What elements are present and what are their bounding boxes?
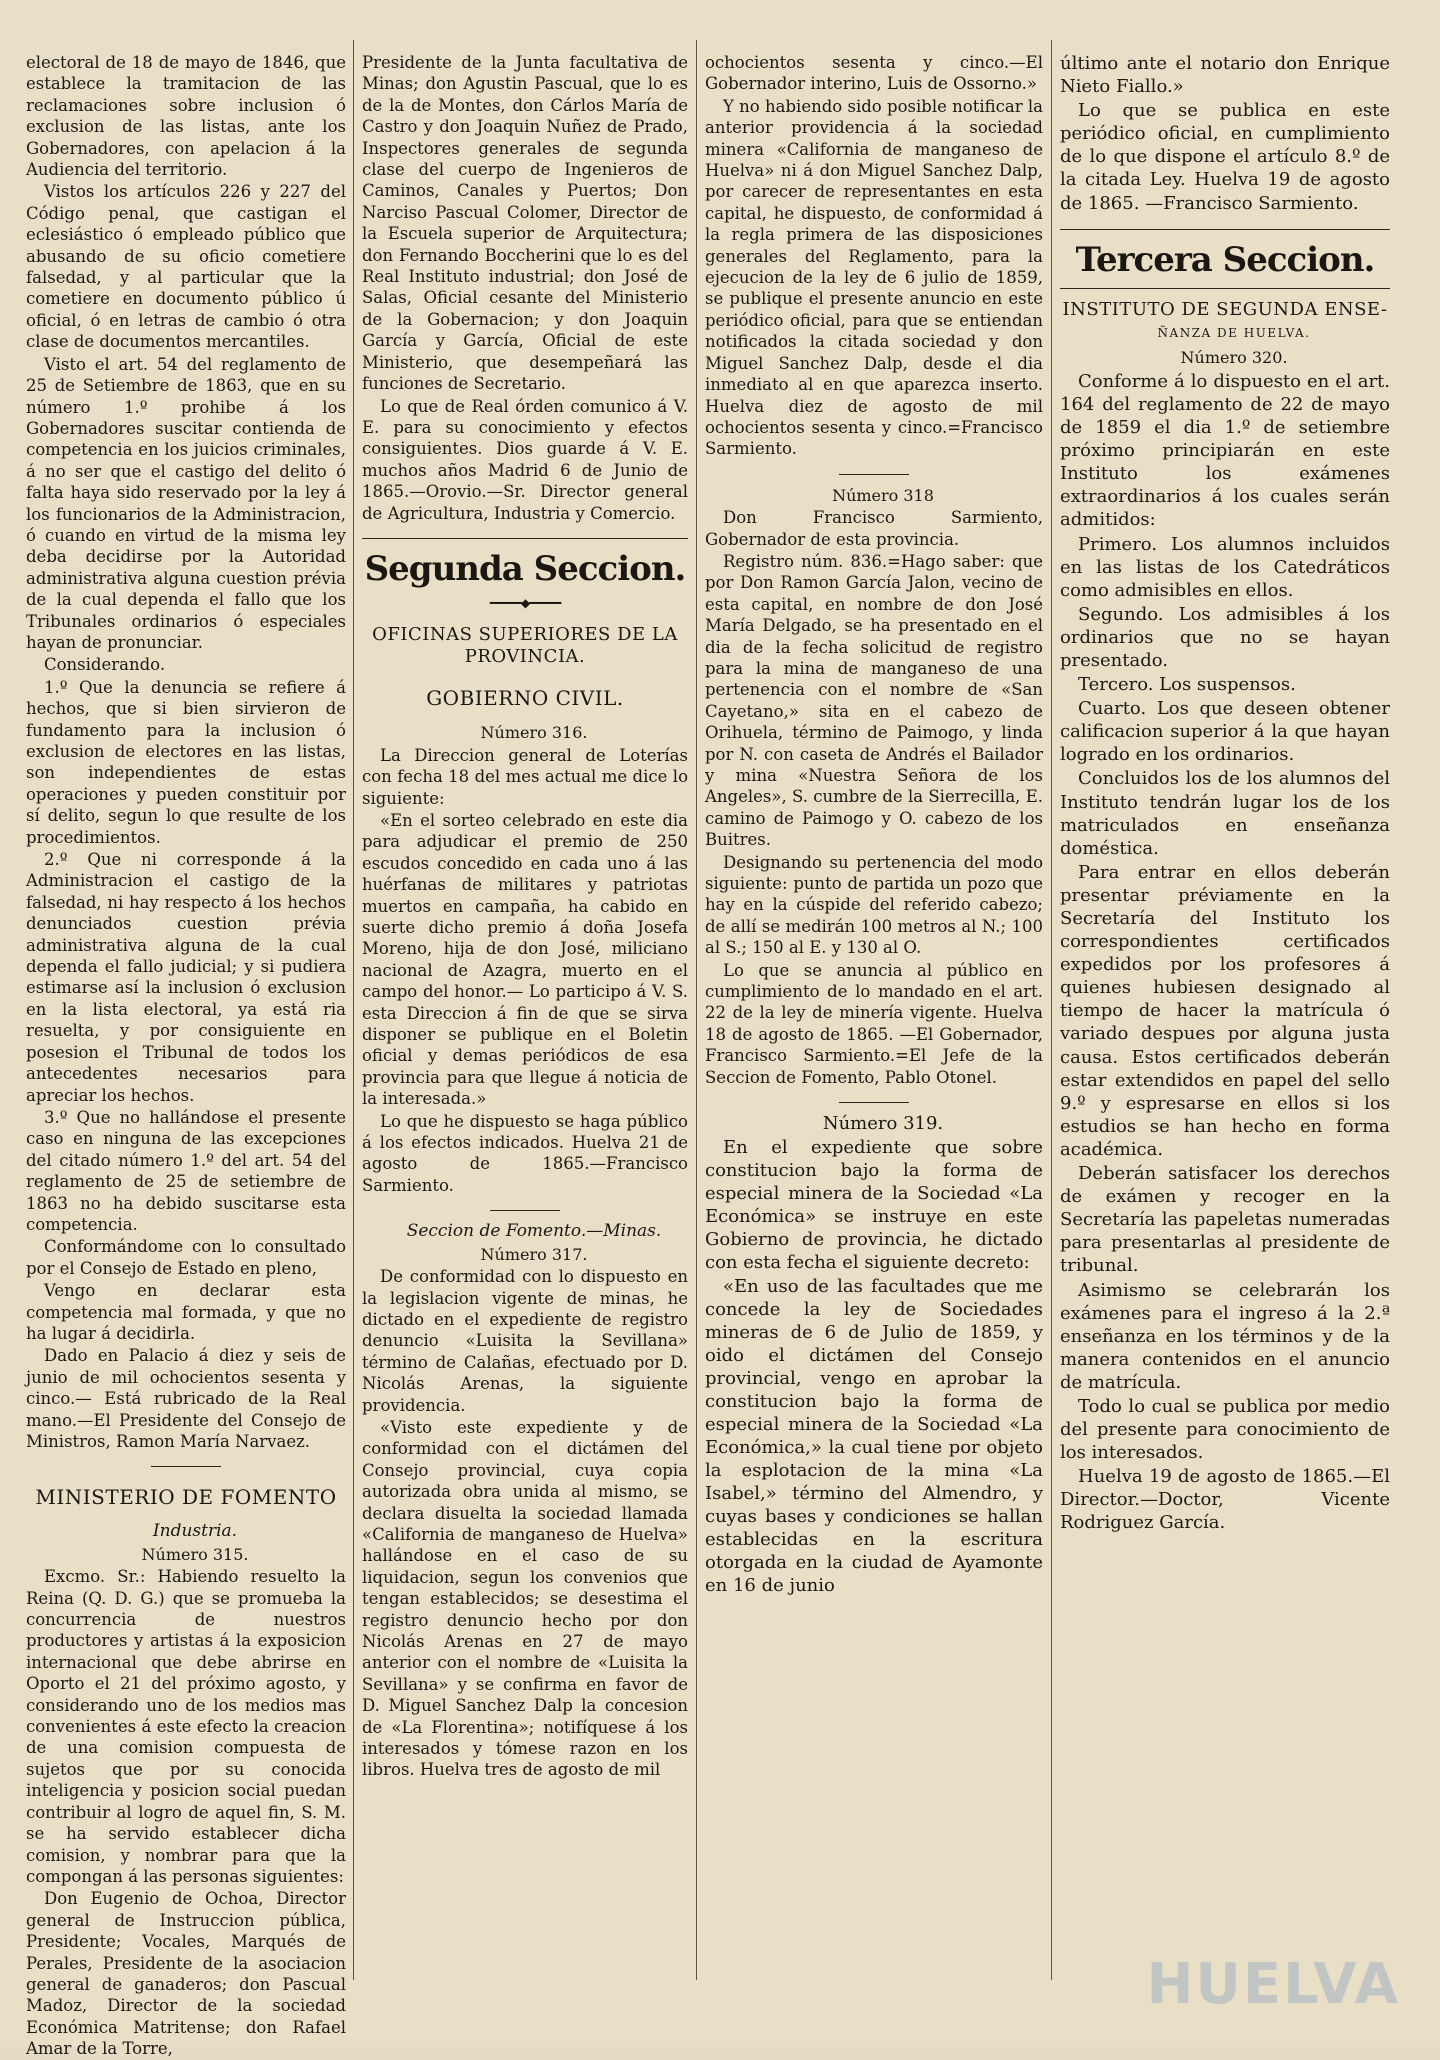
paragraph: Registro núm. 836.=Hago saber: que por Don Ramon García Jalon, vecino de esta capital, en nombre de don José María Delgado, se ha presentado en el dia de la fecha solicitud de registro para la mina de manganeso de una pertenencia con el nombre de «San Cayetano,» sita en el cabezo de Orihuela, término de Paimogo, y linda por N. con caseta de Andrés el Bailador y mina «Nuestra Señora de los Angeles», S. cumbre de la Sierrecilla, E. camino de Paimogo y O. cabezo de los Buitres. (705, 551, 1043, 850)
instituto-heading: INSTITUTO DE SEGUNDA ENSE- (1062, 298, 1388, 320)
paragraph: «Visto este expediente y de conformidad con el dictámen del Consejo provincial, cuya copia autorizada obra unida al mismo, se declara disuelta la sociedad llamada «California de manganeso de Huelva» hallándose en el caso de su liquidacion, segun los convenios que tengan establecidos; se desestima el registro denuncio hecho por don Nicolás Arenas en 27 de mayo anterior con el nombre de «Luisita la Sevillana» y se confirma en favor de D. Miguel Sanchez Dalp la concesion de «La Florentina»; notifíquese á los interesados y tómese razon en los libros. Huelva tres de agosto de mil (362, 1417, 688, 1780)
paragraph: 1.º Que la denuncia se refiere á hechos, que si bien sirvieron de fundamento para la inclusion ó exclusion de electores en las listas, son independientes de estas operaciones y pueden constituir por sí delito, segun lo que resulte de los procedimientos. (26, 677, 346, 847)
paragraph: Lo que de Real órden comunico á V. E. para su conocimiento y efectos consiguientes. Dios guarde á V. E. muchos años Madrid 6 de Junio de 1865.—Orovio.—Sr. Director general de Agricultura, Industria y Comercio. (362, 396, 688, 523)
gobierno-heading: GOBIERNO CIVIL. (426, 686, 624, 711)
paragraph: En el expediente que sobre constitucion bajo la forma de especial minera de la Sociedad «La Económica» se instruye en este Gobierno de provincia, he dictado con esta fecha el siguiente decreto: (705, 1136, 1043, 1273)
column-2 (362, 52, 688, 1977)
separator (839, 474, 909, 475)
numero-319: Número 319. (822, 1113, 944, 1135)
column-4 (1060, 52, 1390, 1977)
numero-315: Número 315. (141, 1544, 249, 1564)
separator (490, 1210, 560, 1211)
paragraph: Visto el art. 54 del reglamento de 25 de Setiembre de 1863, que en su número 1.º prohibe á los Gobernadores suscitar contienda de competencia en los juicios criminales, á no ser que el castigo del delito ó falta haya sido reservado por la ley á los funcionarios de la Administracion, ó cuando en virtud de la misma ley deba decidirse por la Autoridad administrativa alguna cuestion prévia de la cual dependa el fallo que los Tribunales ordinarios ó especiales hayan de pronunciar. (26, 354, 346, 652)
numero-318: Número 318 (832, 485, 934, 505)
paragraph: Vengo en declarar esta competencia mal formada, y que no ha lugar á decidirla. (26, 1281, 346, 1343)
paragraph: Concluidos los de los alumnos del Instituto tendrán lugar los de los matriculados en enseñanza doméstica. (1060, 768, 1390, 859)
watermark-logo: HUELVA (1146, 1952, 1400, 2017)
paragraph: Don Francisco Sarmiento, Gobernador de esta provincia. (705, 508, 1043, 549)
paragraph: Conformándome con lo consultado por el Consejo de Estado en pleno, (26, 1237, 346, 1278)
paragraph: Considerando. (44, 655, 166, 675)
instituto-subheading: ÑANZA DE HUELVA. (1157, 325, 1311, 340)
column-rule (1051, 40, 1052, 1980)
separator (1060, 229, 1390, 230)
paragraph: Excmo. Sr.: Habiendo resuelto la Reina (Q. D. G.) que se promueba la concurrencia de nuestros productores y artistas á la exposicion internacional que debe abrirse en Oporto el 21 del próximo agosto, y considerando uno de los medios mas convenientes á este efecto la creacion de una comision compuesta de sujetos que por su conocida inteligencia y posicion social puedan contribuir al logro de aquel fin, S. M. se ha servido establecer dicha comision, y nombrar para que la compongan á las personas siguientes: (26, 1567, 346, 1886)
paragraph: 3.º Que no hallándose el presente caso en ninguna de las excepciones del citado número 1.º del art. 54 del reglamento de 25 de setiembre de 1863 no ha debido suscitarse esta competencia. (26, 1107, 346, 1234)
paragraph: Para entrar en ellos deberán presentar préviamente en la Secretaría del Instituto los correspondientes certificados expedidos por los profesores á quienes hubiesen designado al tiempo de hacer la matrícula ó variado despues por alguna justa causa. Estos certificados deberán estar extendidos en papel del sello 9.º y espresarse en ellos si los estudios se han hecho en forma académica. (1060, 861, 1390, 1160)
paragraph: Cuarto. Los que deseen obtener calificacion superior á la que hayan logrado en los ordinarios. (1060, 698, 1390, 766)
paragraph: electoral de 18 de mayo de 1846, que establece la tramitacion de las reclamaciones sobre inclusion ó exclusion de las listas, ante los Gobernadores, con apelacion á la Audiencia del territorio. (26, 53, 346, 180)
paragraph: Presidente de la Junta facultativa de Minas; don Agustin Pascual, que lo es de la de Montes, don Cárlos María de Castro y don Joaquin Nuñez de Prado, Inspectores generales de segunda clase del cuerpo de Ingenieros de Caminos, Canales y Puertos; Don Narciso Pascual Colomer, Director de la Escuela superior de Arquitectura; don Fernando Boccherini que lo es del Real Instituto industrial; don José de Salas, Oficial cesante del Ministerio de la Gobernacion; y don Joaquin García y García, Oficial de este Ministerio, que desempeñará las funciones de Secretario. (362, 53, 688, 394)
column-3 (705, 52, 1043, 1977)
paragraph: 2.º Que ni corresponde á la Administracion el castigo de la falsedad, ni hay respecto á los hechos denunciados cuestion prévia administrativa alguna de la cual dependa el fallo judicial; y si pudiera estimarse así la inclusion ó exclusion en la lista electoral, ya está ria resuelta, y por consiguiente en posesion el Tribunal de todos los antecedentes necesarios para apreciar los hechos. (26, 850, 346, 1105)
numero-317: Número 317. (480, 1244, 588, 1264)
column-rule (696, 40, 697, 1980)
paragraph: Conforme á lo dispuesto en el art. 164 del reglamento de 22 de mayo de 1859 el dia 1.º de setiembre próximo principiarán en este Instituto los exámenes extraordinarios á los cuales serán admitidos: (1060, 370, 1390, 531)
paragraph: De conformidad con lo dispuesto en la legislacion vigente de minas, he dictado en el expediente de registro denuncio «Luisita la Sevillana» término de Calañas, efectuado por D. Nicolás Arenas, la siguiente providencia. (362, 1267, 688, 1415)
paragraph: Asimismo se celebrarán los exámenes para el ingreso á la 2.ª enseñanza en los términos y de la manera contenidos en el anuncio de matrícula. (1060, 1279, 1390, 1393)
paragraph: Don Eugenio de Ochoa, Director general de Instruccion pública, Presidente; Vocales, Marqués de Perales, Presidente de la asociacion general de ganaderos; don Pascual Madoz, Director de la sociedad Económica Matritense; don Rafael Amar de la Torre, (26, 1889, 346, 2059)
paragraph: Lo que se anuncia al público en cumplimiento de lo mandado en el art. 22 de la ley de minería vigente. Huelva 18 de agosto de 1865. —El Gobernador, Francisco Sarmiento.=El Jefe de la Seccion de Fomento, Pablo Otonel. (705, 960, 1043, 1087)
numero-316: Número 316. (480, 723, 588, 743)
industria-heading: Industria. (152, 1521, 238, 1542)
ministerio-heading: MINISTERIO DE FOMENTO (35, 1485, 337, 1510)
paragraph: Lo que he dispuesto se haga público á los efectos indicados. Huelva 21 de agosto de 1865.—Francisco Sarmiento. (362, 1111, 688, 1195)
paragraph: Tercero. Los suspensos. (1078, 674, 1296, 696)
paragraph: último ante el notario don Enrique Nieto Fiallo.» (1060, 53, 1390, 98)
column-1 (26, 52, 346, 2059)
paragraph: ochocientos sesenta y cinco.—El Gobernador interino, Luis de Ossorno.» (705, 53, 1043, 94)
paragraph: Huelva 19 de agosto de 1865.—El Director.—Doctor, Vicente Rodriguez García. (1060, 1466, 1390, 1534)
column-rule (353, 40, 354, 1980)
separator (151, 1466, 221, 1467)
paragraph: Lo que se publica en este periódico oficial, en cumplimiento de lo que dispone el artículo 8.º de la citada Ley. Huelva 19 de agosto de 1865. —Francisco Sarmiento. (1060, 100, 1390, 214)
paragraph: «En el sorteo celebrado en este dia para adjudicar el premio de 250 escudos concedido en cada uno á las huérfanas de militares y patriotas muertos en campaña, ha cabido en suerte dicho premio á doña Josefa Moreno, hija de don José, miliciano nacional de Azagra, muerto en el campo del honor.— Lo participo á V. S. esta Direccion á fin de que se sirva disponer se publique en el Boletin oficial y demas periódicos de esa provincia para que llegue á noticia de la interesada.» (362, 810, 688, 1109)
paragraph: «En uso de las facultades que me concede la ley de Sociedades mineras de 6 de Julio de 1859, y oido el dictámen del Consejo provincial, vengo en aprobar la constitucion bajo la forma de especial minera de la Sociedad «La Económica,» la cual tiene por objeto la esplotacion de la mina «La Isabel,» término del Almendro, y cuyas bases y condiciones se hallan establecidas en la escritura otorgada en la ciudad de Ayamonte en 16 de junio (705, 1275, 1043, 1596)
paragraph: Vistos los artículos 226 y 227 del Código penal, que castigan el eclesiástico ó empleado público que abusando de su oficio cometiere falsedad, y al particular que la cometiere en documento público ú oficial, ó en letras de cambio ó otra clase de documentos mercantiles. (26, 182, 346, 352)
separator (839, 1102, 909, 1103)
ornament-icon: ━━━━━◆━━━━━ (489, 595, 561, 610)
paragraph: Designando su pertenencia del modo siguiente: punto de partida un pozo que hay en la cúspide del referido cabezo; de allí se medirán 100 metros al N.; 100 al S.; 150 al E. y 130 al O. (705, 852, 1043, 958)
tercera-seccion-title: Tercera Seccion. (1075, 239, 1375, 280)
segunda-seccion-title: Segunda Seccion. (364, 548, 686, 589)
paragraph: Todo lo cual se publica por medio del presente para conocimiento de los interesados. (1060, 1395, 1390, 1464)
paragraph: Y no habiendo sido posible notificar la anterior providencia á la sociedad minera «California de manganeso de Huelva» ni á don Miguel Sanchez Dalp, por carecer de representantes en esta capital, he dispuesto, de conformidad á la regla primera de las disposiciones generales del Reglamento, para la ejecucion de la ley de 6 julio de 1859, se publique el presente anuncio en este periódico oficial, para que se entiendan notificados la citada sociedad y don Miguel Sanchez Dalp, desde el dia inmediato al en que aparezca inserto. Huelva diez de agosto de mil ochocientos sesenta y cinco.=Francisco Sarmiento. (705, 96, 1043, 459)
paragraph: Dado en Palacio á diez y seis de junio de mil ochocientos sesenta y cinco.— Está rubricado de la Real mano.—El Presidente del Consejo de Ministros, Ramon María Narvaez. (26, 1346, 346, 1451)
oficinas-heading: OFICINAS SUPERIORES DE LA PROVINCIA. (372, 624, 678, 668)
paragraph: Deberán satisfacer los derechos de exámen y recoger en la Secretaría las papeletas numeradas para presentarlas al presidente de tribunal. (1060, 1163, 1390, 1277)
separator (362, 538, 688, 539)
paragraph: Primero. Los alumnos incluidos en las listas de los Catedráticos como admisibles en ellos. (1060, 533, 1390, 601)
fomento-heading: Seccion de Fomento.—Minas. (406, 1221, 662, 1242)
numero-320: Número 320. (1180, 347, 1288, 367)
separator (1060, 288, 1390, 289)
paragraph: Segundo. Los admisibles á los ordinarios que no se hayan presentado. (1060, 603, 1390, 671)
paragraph: La Direccion general de Loterías con fecha 18 del mes actual me dice lo siguiente: (362, 745, 688, 808)
